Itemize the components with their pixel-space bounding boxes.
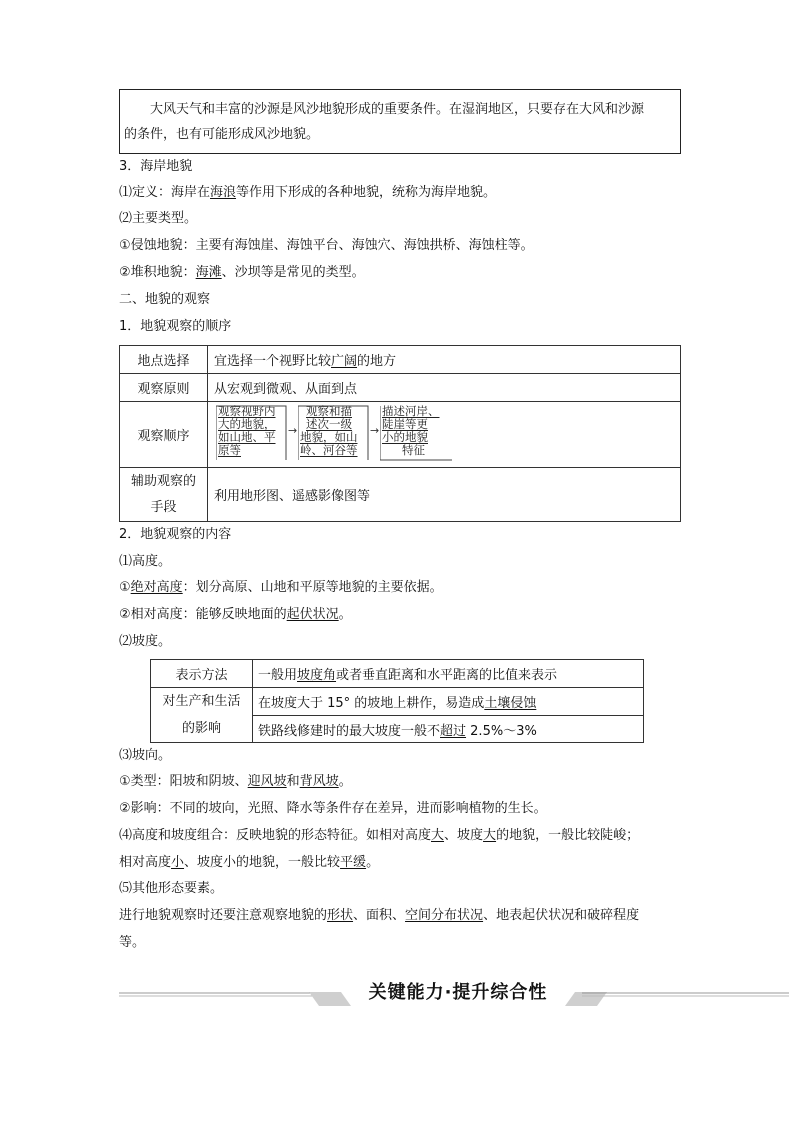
other-elements: ⑸其他形态要素。: [119, 881, 224, 896]
height-heading: ⑴高度。: [119, 554, 172, 569]
row-head: 对生产和生活 的影响: [151, 688, 253, 743]
flow-box-3-frame: [380, 405, 454, 461]
banner-title: 关键能力·提升综合性: [368, 982, 548, 1003]
note-line-1: 大风天气和丰富的沙源是风沙地貌形成的重要条件。在湿润地区，只要存在大风和沙源: [150, 102, 645, 117]
note-box: [119, 89, 681, 154]
row-value: 从宏观到微观、从面到点: [208, 374, 681, 402]
relative-height: ②相对高度：能够反映地面的起伏状况。: [119, 607, 352, 622]
aspect-effect: ②影响：不同的坡向，光照、降水等条件存在差异，进而影响植物的生长。: [119, 801, 547, 816]
flow-cell: [208, 402, 681, 468]
slope-table: [150, 659, 644, 743]
flow-2-line: 观察和描: [306, 404, 352, 418]
row-head: 观察顺序: [120, 402, 208, 468]
section-heading: 二、地貌的观察: [119, 292, 211, 307]
flow-2-line: 地貌，如山: [300, 430, 358, 444]
coastal-heading: 3．海岸地貌: [119, 159, 193, 174]
content-heading: 2．地貌观察的内容: [119, 527, 232, 542]
slope-heading: ⑵坡度。: [119, 634, 172, 649]
row-value: 宜选择一个视野比较广阔的地方: [208, 346, 681, 374]
table-row: [120, 346, 681, 374]
flow-box-1-frame: [216, 405, 288, 461]
row-head: 表示方法: [151, 660, 253, 688]
height-slope-combo-2: 相对高度小、坡度小的地貌，一般比较平缓。: [119, 855, 380, 870]
aspect-heading: ⑶坡向。: [119, 748, 172, 763]
row-value: 一般用坡度角或者垂直距离和水平距离的比值来表示: [253, 660, 644, 688]
flow-2-line: 岭、河谷等: [300, 443, 358, 457]
flow-3-line: 陡崖等更: [382, 417, 428, 431]
flow-arrow-icon: →: [370, 424, 380, 437]
flow-1-line: 大的地貌，: [218, 417, 276, 431]
flow-box-1: [216, 405, 286, 458]
table-row: [151, 660, 644, 688]
flow-1-line: 观察视野内: [218, 404, 276, 418]
flow-box-3: [380, 405, 452, 458]
final-note-end: 等。: [119, 935, 146, 950]
coastal-erosion: ①侵蚀地貌：主要有海蚀崖、海蚀平台、海蚀穴、海蚀拱桥、海蚀柱等。: [119, 238, 534, 253]
coastal-definition: ⑴定义：海岸在海浪等作用下形成的各种地貌，统称为海岸地貌。: [119, 185, 497, 200]
flow-3-line: 描述河岸、: [382, 404, 440, 418]
table-row: [120, 402, 681, 468]
observation-table: [119, 345, 681, 522]
row-value: 在坡度大于 15° 的坡地上耕作，易造成土壤侵蚀: [253, 688, 644, 716]
coastal-deposition: ②堆积地貌：海滩、沙坝等是常见的类型。: [119, 265, 365, 280]
flow-2-line: 述次一级: [306, 417, 352, 431]
flow-1-line: 原等: [218, 443, 241, 457]
flow-box-2-frame: [298, 405, 370, 461]
table-row: [151, 688, 644, 716]
flow-3-line: 小的地貌: [382, 430, 428, 444]
height-slope-combo: ⑷高度和坡度组合：反映地貌的形态特征。如相对高度大、坡度大的地貌，一般比较陡峻；: [119, 828, 640, 843]
aspect-types: ①类型：阳坡和阴坡、迎风坡和背风坡。: [119, 774, 352, 789]
flow-3-line: 特征: [402, 443, 425, 457]
row-value: 铁路线修建时的最大坡度一般不超过 2.5%～3%: [253, 716, 644, 743]
row-head: 地点选择: [120, 346, 208, 374]
flow-box-2: [298, 405, 368, 458]
flow-1-line: 如山地、平: [218, 430, 276, 444]
table-row: [120, 468, 681, 522]
order-heading: 1．地貌观察的顺序: [119, 319, 232, 334]
flow-arrow-icon: →: [288, 424, 298, 437]
absolute-height: ①绝对高度：划分高原、山地和平原等地貌的主要依据。: [119, 580, 443, 595]
section-banner: [119, 982, 789, 1012]
table-row: [120, 374, 681, 402]
note-line-2: 的条件，也有可能形成风沙地貌。: [124, 127, 320, 142]
final-note: 进行地貌观察时还要注意观察地貌的形状、面积、空间分布状况、地表起伏状况和破碎程度: [119, 908, 640, 923]
row-head: 观察原则: [120, 374, 208, 402]
row-value: 利用地形图、遥感影像图等: [208, 468, 681, 522]
coastal-types: ⑵主要类型。: [119, 211, 198, 226]
row-head: 辅助观察的 手段: [120, 468, 208, 522]
